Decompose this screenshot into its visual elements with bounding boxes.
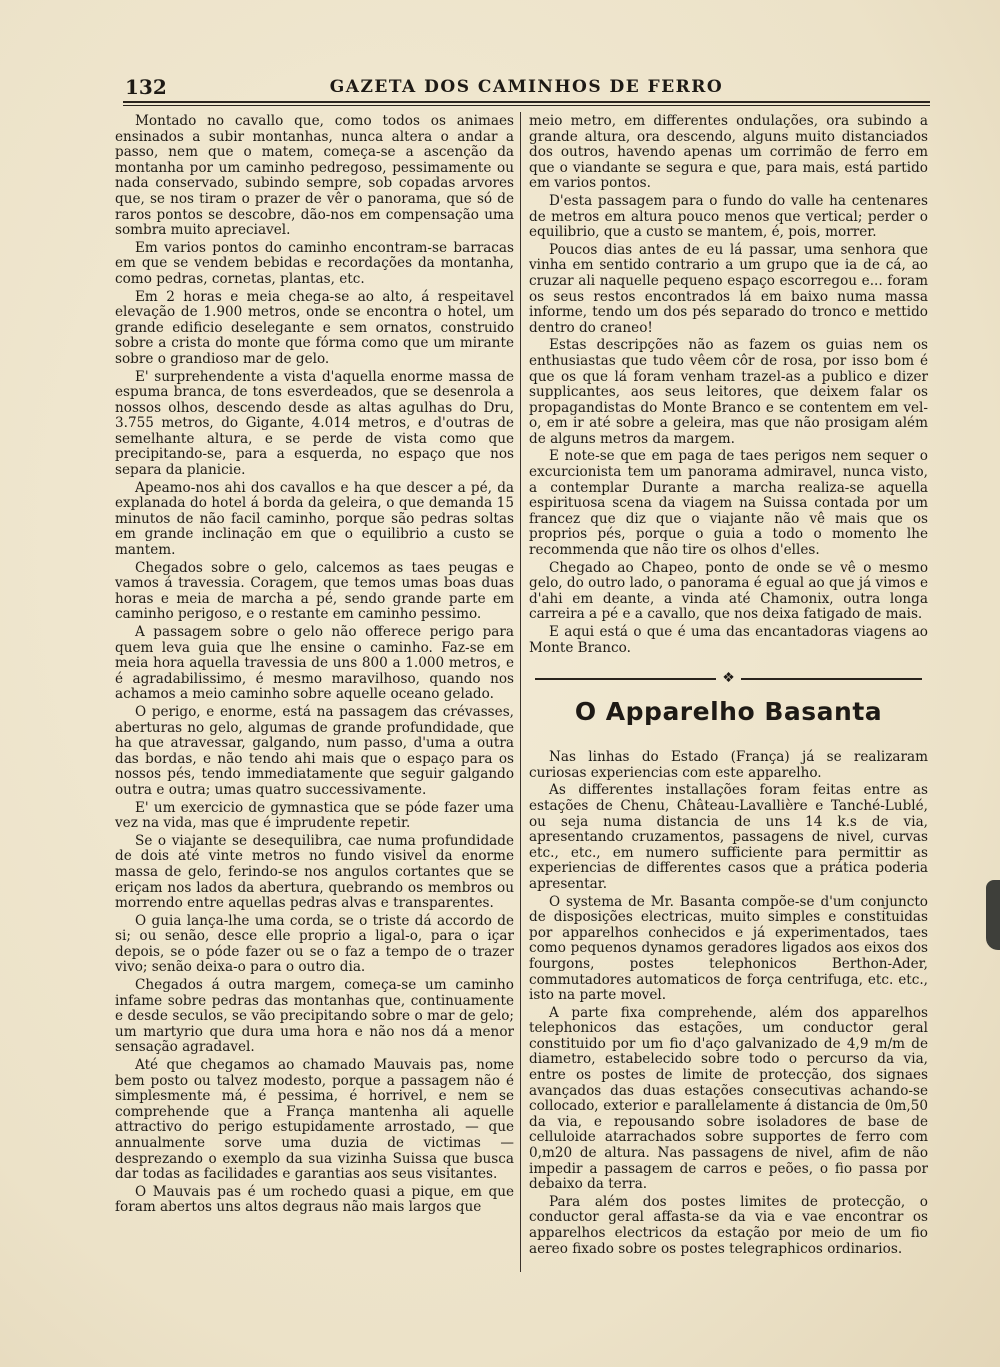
page-number: 132 [125, 75, 167, 99]
paragraph: Para além dos postes limites de protecção, o conductor geral affasta-se da via e vae encontrar os apparelhos electricos da estação por meio de um fio aereo fixado sobre os postes telegraphicos ordinarios. [529, 1193, 928, 1257]
paragraph: E aqui está o que é uma das encantadoras viagens ao Monte Branco. [529, 624, 928, 656]
section-ornament [529, 668, 928, 690]
ornament-line-right [741, 678, 922, 680]
paper-damage-mark [986, 880, 1000, 950]
paragraph: Até que chegamos ao chamado Mauvais pas, nome bem posto ou talvez modesto, porque a passagem não é simplesmente má, é pessima, é horrivel, e nem se comprehende que a França mantenha ali aquelle attractivo do perigo estupidamente arrostado, — que annualmente sorve uma duzia de victimas — desprezando o exemplo da sua vizinha Suissa que busca dar todas as facilidades e garantias aos seus visitantes. [115, 1057, 514, 1183]
paragraph: Montado no cavallo que, como todos os animaes ensinados a subir montanhas, nunca altera o andar a passo, nem que o matem, começa-se a ascenção da montanha por um caminho pedregoso, pessimamente ou nada conservado, subindo sempre, sob copadas arvores que, se nos tiram o prazer de vêr o panorama, que só de raros pontos se descobre, dão-nos em compensação uma sombra muito apreciavel. [115, 113, 514, 239]
paragraph: E note-se que em paga de taes perigos nem sequer o excurcionista tem um panorama admiravel, nunca visto, a contemplar Durante a marcha realiza-se aquella espirituosa scena da viagem na Suissa contada por um francez que diz que o viajante não vê mais que os proprios pés, porque o guia a todo o momento lhe recommenda que não tire os olhos d'elles. [529, 448, 928, 559]
header-rule [123, 105, 930, 106]
left-column [115, 114, 514, 1218]
paragraph: O guia lança-lhe uma corda, se o triste dá accordo de si; ou senão, desce elle proprio a ligal-o, para o içar depois, se o póde fazer ou se o faz a tempo de o trazer vivo; senão deixa-o para o outro dia. [115, 912, 514, 976]
paragraph: Estas descripções não as fazem os guias nem os enthusiastas que tudo vêem côr de rosa, por isso bom é que os que lá foram venham trazel-as a publico e dizer supplicantes, aos seus leitores, que deixem falar os propagandistas do Monte Branco e se contentem em vel-o, em ir até sobre a geleira, mas que não prosigam além de alguns metros da margem. [529, 337, 928, 447]
paragraph: Chegados sobre o gelo, calcemos as taes peugas e vamos á travessia. Coragem, que temos umas boas duas horas e meia de marcha a pé, sendo grande parte em caminho perigoso, e o restante em caminho pessimo. [115, 559, 514, 623]
paragraph: Nas linhas do Estado (França) já se realizaram curiosas experiencias com este apparelho. [529, 749, 928, 781]
paragraph: A passagem sobre o gelo não offerece perigo para quem leva guia que lhe ensine o caminho. Faz-se em meia hora aquella travessia de uns 800 a 1.000 metros, e é agradabilissimo, é mesmo maravilhoso, quando nos achamos a meio caminho sobre aquelle oceano gelado. [115, 624, 514, 703]
paragraph: Chegado ao Chapeo, ponto de onde se vê o mesmo gelo, do outro lado, o panorama é egual ao que já vimos e d'ahi em deante, a vinda até Chamonix, outra longa carreira a pé e a cavallo, que nos deixa fatigado de mais. [529, 559, 928, 623]
paragraph: E' um exercicio de gymnastica que se póde fazer uma vez na vida, mas que é imprudente repetir. [115, 799, 514, 832]
journal-title: GAZETA DOS CAMINHOS DE FERRO [329, 77, 724, 97]
page-header [123, 73, 930, 103]
ornament-line-left [535, 678, 716, 680]
column-divider [520, 112, 521, 1272]
paragraph: meio metro, em differentes ondulações, ora subindo a grande altura, ora descendo, alguns muito distanciados dos outros, havendo apenas um corrimão de ferro em que o viandante se segura e que, para mais, está partido em varios pontos. [529, 113, 928, 192]
paragraph: Apeamo-nos ahi dos cavallos e ha que descer a pé, da explanada do hotel á borda da geleira, o que demanda 15 minutos de não facil caminho, porque são pedras soltas em grande inclinação em que o equilibrio a custo se mantem. [115, 479, 514, 559]
paragraph: O Mauvais pas é um rochedo quasi a pique, em que foram abertos uns altos degraus não mais largos que [115, 1183, 514, 1216]
paragraph: O perigo, e enorme, está na passagem das crévasses, aberturas no gelo, algumas de grande profundidade, que ha que atravessar, galgando, num passo, d'uma a outra das bordas, e não tendo ahi mais que o espaço para os nossos pés, tendo immediatamente que seguir galgando outra e outra; umas quatro successivamente. [115, 703, 514, 798]
ornament-glyph-icon: ❖ [722, 670, 735, 687]
paragraph: Poucos dias antes de eu lá passar, uma senhora que vinha em sentido contrario a um grupo que ia de cá, ao cruzar ali naquelle pequeno espaço escorregou e... foram os seus restos encontrados lá em baixo numa massa informe, tendo um dos pés separado do tronco e mettido dentro do craneo! [529, 241, 928, 336]
paragraph: E' surprehendente a vista d'aquella enorme massa de espuma branca, de tons esverdeados, que se desenrola a nossos olhos, descendo desde as altas agulhas do Dru, 3.755 metros, do Gigante, 4.014 metros, e d'outras de semelhante altura, e se perde de vista como que precipitando-se, para a esquerda, no espaço que nos separa da planicie. [115, 368, 514, 479]
paragraph: As differentes installações foram feitas entre as estações de Chenu, Château-Lavallière e Tanché-Lublé, ou seja numa distancia de uns 14 k.s de via, apresentando cruzamentos, passagens de nivel, curvas etc., etc., em numero sufficiente para permittir as experiencias de differentes casos que a prática poderia apresentar. [529, 782, 928, 892]
paragraph: Chegados á outra margem, começa-se um caminho infame sobre pedras das montanhas que, continuamente e desde seculos, se vão precipitando sobre o mar de gelo; um martyrio que dura uma hora e não nos dá a menor sensação agradavel. [115, 977, 514, 1056]
paragraph: O systema de Mr. Basanta compõe-se d'um conjuncto de disposições electricas, muito simples e constituidas por apparelhos conhecidos e já experimentados, taes como pequenos dynamos geradores ligados aos eixos dos fourgons, postes telephonicos Berthon-Ader, commutadores automaticos de força centrifuga, etc. etc., isto na parte movel. [529, 893, 928, 1004]
article-title: O Apparelho Basanta [574, 697, 883, 727]
paragraph: A parte fixa comprehende, além dos apparelhos telephonicos das estações, um conductor geral constituido por um fio d'aço galvanizado de 4,9 m/m de diametro, estabelecido sobre todo o percurso da via, entre os postes de limite de protecção, dos signaes avançados das duas estações consecutivas achando-se collocado, exterior e parallelamente á distancia de 0m,50 da via, e repousando sobre isoladores de base de celluloide atarrachados sobre supportes de ferro com 0,m20 de altura. Nas passagens de nivel, afim de não impedir a passagem de carros e peões, o fio passa por debaixo da terra. [529, 1004, 928, 1193]
paragraph: D'esta passagem para o fundo do valle ha centenares de metros em altura pouco menos que vertical; perder o equilibrio, que a custo se mantem, é, pois, morrer. [529, 192, 928, 241]
paragraph: Se o viajante se desequilibra, cae numa profundidade de dois até vinte metros no fundo visivel da enorme massa de gelo, ferindo-se nos angulos cortantes que se eriçam nos lados da abertura, quebrando os membros ou morrendo entre aquellas pedras alvas e transparentes. [115, 832, 514, 912]
right-column [529, 114, 928, 1259]
paragraph: Em varios pontos do caminho encontram-se barracas em que se vendem bebidas e recordações da montanha, como pedras, cornetas, plantas, etc. [115, 239, 514, 287]
paragraph: Em 2 horas e meia chega-se ao alto, á respeitavel elevação de 1.900 metros, onde se encontra o hotel, um grande edificio deselegante e sem ornatos, construido sobre a crista do monte que fórma como que um mirante sobre o grandioso mar de gelo. [115, 288, 514, 367]
